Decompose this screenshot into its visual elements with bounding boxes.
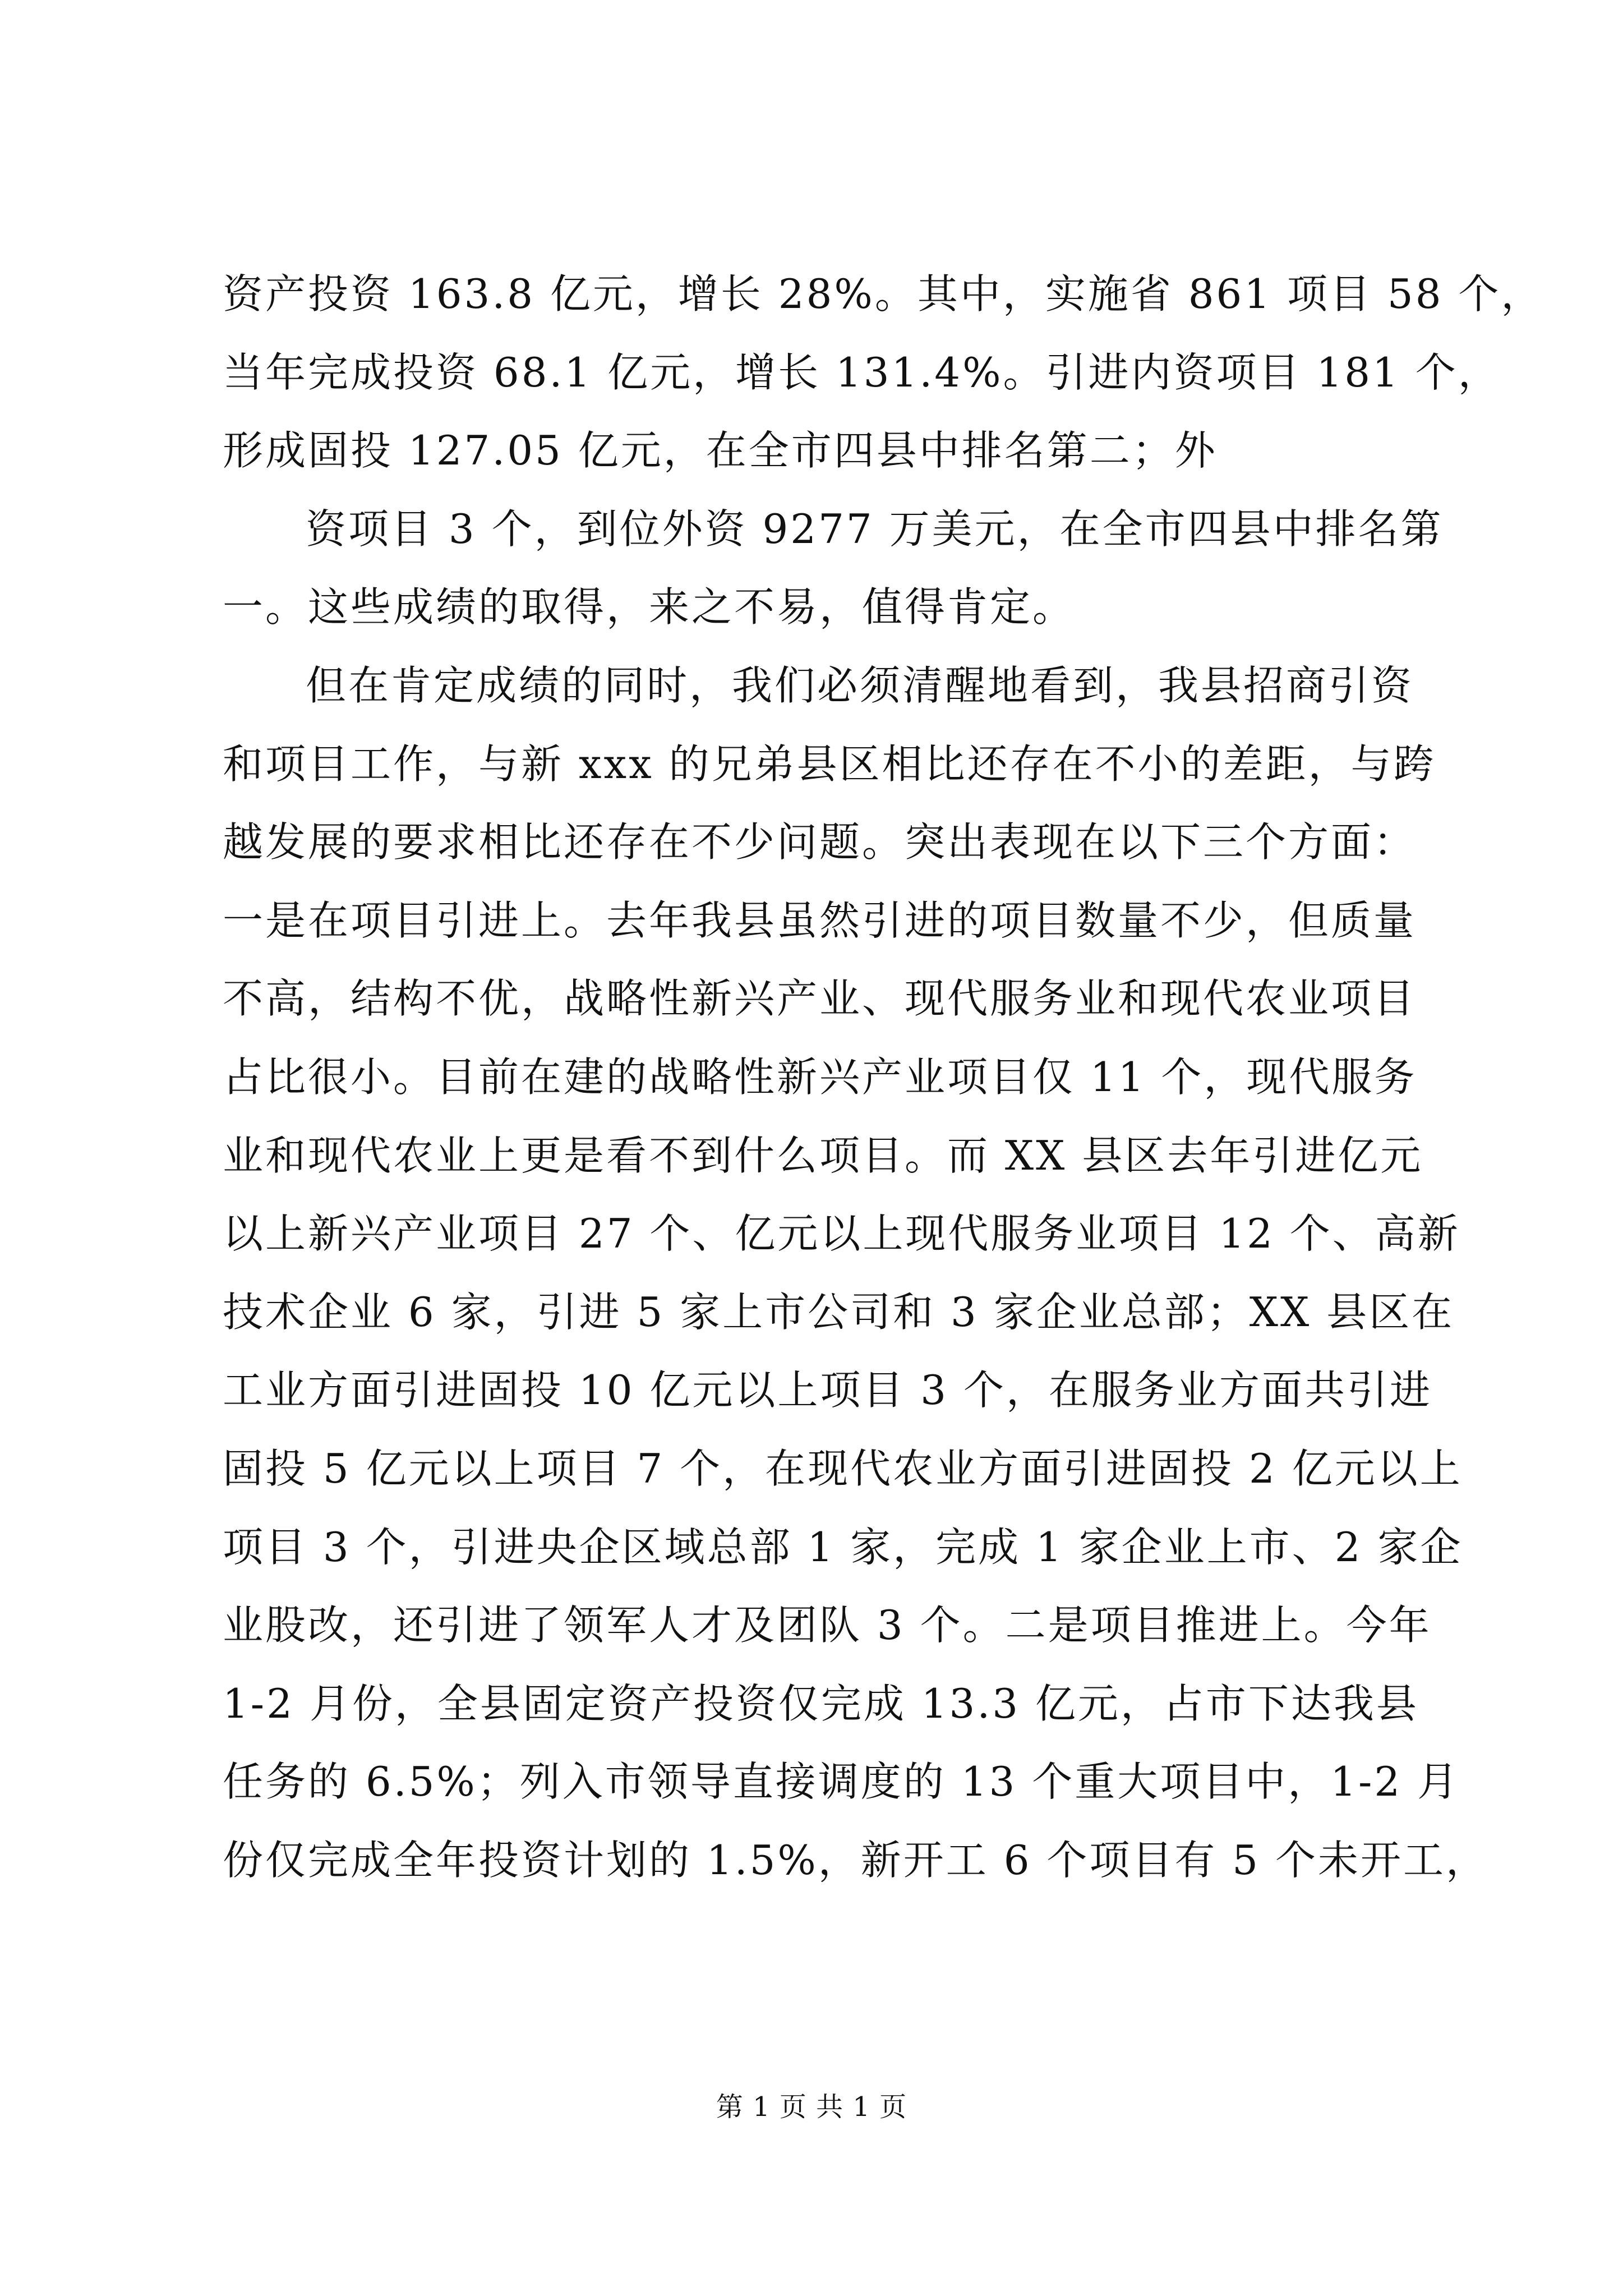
text-line: 工业方面引进固投 10 亿元以上项目 3 个，在服务业方面共引进: [223, 1366, 1432, 1414]
text-line: 以上新兴产业项目 27 个、亿元以上现代服务业项目 12 个、高新: [223, 1210, 1460, 1258]
text-line: 不高，结构不优，战略性新兴产业、现代服务业和现代农业项目: [223, 975, 1417, 1023]
text-line: 业股改，还引进了领军人才及团队 3 个。二是项目推进上。今年: [223, 1602, 1432, 1649]
page-number-footer: 第 1 页 共 1 页: [716, 2091, 907, 2123]
text-line: 技术企业 6 家，引进 5 家上市公司和 3 家企业总部；XX 县区在: [223, 1288, 1455, 1336]
body-text: [223, 255, 1544, 1899]
text-line: 形成固投 127.05 亿元，在全市四县中排名第二；外: [223, 427, 1218, 475]
text-line: 占比很小。目前在建的战略性新兴产业项目仅 11 个，现代服务: [223, 1053, 1417, 1101]
text-line: 固投 5 亿元以上项目 7 个，在现代农业方面引进固投 2 亿元以上: [223, 1444, 1463, 1492]
text-line: 份仅完成全年投资计划的 1.5%，新开工 6 个项目有 5 个未开工，: [223, 1836, 1488, 1884]
text-line: 资产投资 163.8 亿元，增长 28%。其中，实施省 861 项目 58 个，: [223, 270, 1544, 318]
text-line: 当年完成投资 68.1 亿元，增长 131.4%。引进内资项目 181 个，: [223, 348, 1501, 396]
text-line: 任务的 6.5%；列入市领导直接调度的 13 个重大项目中，1-2 月: [223, 1758, 1460, 1806]
text-line: 越发展的要求相比还存在不少问题。突出表现在以下三个方面：: [223, 818, 1417, 866]
text-line: 1-2 月份，全县固定资产投资仅完成 13.3 亿元，占市下达我县: [223, 1680, 1419, 1727]
text-line: 一是在项目引进上。去年我县虽然引进的项目数量不少，但质量: [223, 896, 1417, 944]
text-line: 资项目 3 个，到位外资 9277 万美元，在全市四县中排名第: [306, 505, 1444, 553]
text-line: 项目 3 个，引进央企区域总部 1 家，完成 1 家企业上市、2 家企: [223, 1523, 1463, 1571]
text-line: 业和现代农业上更是看不到什么项目。而 XX 县区去年引进亿元: [223, 1131, 1423, 1179]
text-line: 但在肯定成绩的同时，我们必须清醒地看到，我县招商引资: [306, 661, 1414, 709]
text-line: 一。这些成绩的取得，来之不易，值得肯定。: [223, 583, 1076, 631]
text-line: 和项目工作，与新 xxx 的兄弟县区相比还存在不小的差距，与跨: [223, 740, 1436, 788]
